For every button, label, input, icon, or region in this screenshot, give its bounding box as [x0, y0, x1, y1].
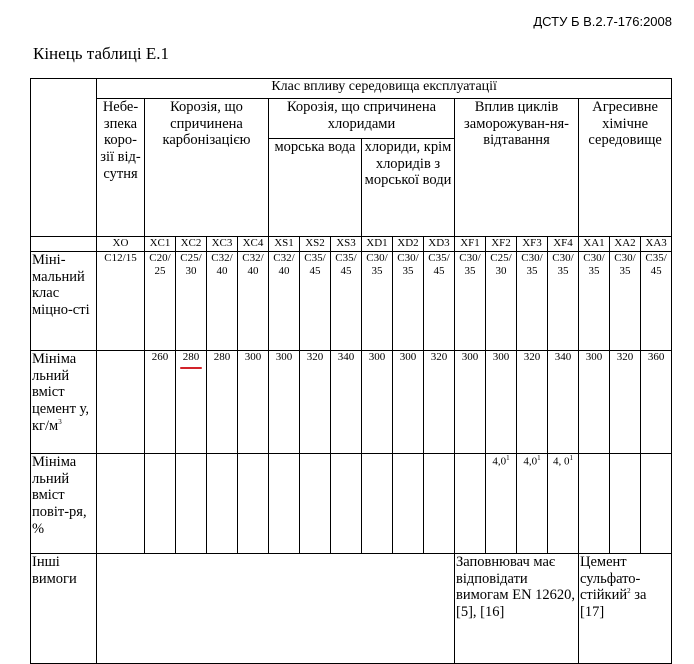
freeze-thaw-requirement: Заповнювач має відповідати вимогам EN 12620, [5], [16]: [455, 554, 579, 664]
class-code: XA3: [641, 237, 672, 252]
subgroup-sea-water: морська вода: [269, 139, 362, 237]
air-value: [548, 454, 579, 554]
air-value: [579, 454, 610, 554]
strength-value: C25/ 30: [486, 252, 517, 351]
footnote-mark: 2: [627, 587, 631, 596]
cement-value: 300: [269, 351, 300, 454]
cement-value: 300: [393, 351, 424, 454]
cement-value: 340: [331, 351, 362, 454]
air-value: [207, 454, 238, 554]
air-value: [331, 454, 362, 554]
footnote-mark: 1: [569, 454, 573, 462]
strength-value: C20/ 25: [145, 252, 176, 351]
strength-value: C35/ 45: [331, 252, 362, 351]
other-requirements-empty: [97, 554, 455, 664]
strength-value: C30/ 35: [579, 252, 610, 351]
class-code: XF1: [455, 237, 486, 252]
class-code: XC4: [238, 237, 269, 252]
air-value: [393, 454, 424, 554]
cement-value: 320: [424, 351, 455, 454]
cement-value: 300: [486, 351, 517, 454]
cement-value: [97, 351, 145, 454]
document-code: ДСТУ Б В.2.7-176:2008: [533, 14, 672, 29]
strength-value: C12/15: [97, 252, 145, 351]
class-code: XO: [97, 237, 145, 252]
class-code: XC1: [145, 237, 176, 252]
row-label-strength: Міні-мальний клас міцно-сті: [31, 252, 97, 351]
class-code: XD1: [362, 237, 393, 252]
air-value: [269, 454, 300, 554]
group-no-corrosion: Небе-зпека коро-зії від-сутня: [97, 99, 145, 237]
air-value: [517, 454, 548, 554]
strength-value: C30/ 35: [517, 252, 548, 351]
air-value: [610, 454, 641, 554]
class-code: XD3: [424, 237, 455, 252]
cement-value: 300: [238, 351, 269, 454]
strength-value: C35/ 45: [300, 252, 331, 351]
strength-value: C32/ 40: [269, 252, 300, 351]
strength-value: C30/ 35: [362, 252, 393, 351]
corner-cell: [31, 79, 97, 237]
class-code: XS3: [331, 237, 362, 252]
class-code: XF3: [517, 237, 548, 252]
strength-value: C35/ 45: [424, 252, 455, 351]
strength-value: C30/ 35: [548, 252, 579, 351]
row-label-other: Інші вимоги: [31, 554, 97, 664]
strength-value: C25/ 30: [176, 252, 207, 351]
cement-value: 320: [610, 351, 641, 454]
exposure-class-table: [30, 78, 672, 664]
subgroup-other-chlorides: хлориди, крім хлоридів з морської води: [362, 139, 455, 237]
class-code: XC2: [176, 237, 207, 252]
cement-value: 320: [300, 351, 331, 454]
cement-value: 340: [548, 351, 579, 454]
cement-value: 300: [362, 351, 393, 454]
class-code: XA1: [579, 237, 610, 252]
class-code: XD2: [393, 237, 424, 252]
table-caption: Кінець таблиці Е.1: [33, 44, 169, 63]
cement-label-sup: 3: [58, 417, 62, 426]
environment-class-title: Клас впливу середовища експлуатації: [97, 79, 672, 99]
air-value-text: 4, 0: [553, 455, 570, 468]
cement-value: 300: [579, 351, 610, 454]
strength-value: C30/ 35: [393, 252, 424, 351]
footnote-mark: 1: [506, 454, 510, 462]
cement-label-text: Мініма льний вміст цемент у, кг/м: [32, 351, 89, 434]
air-value: [455, 454, 486, 554]
air-value: [362, 454, 393, 554]
strength-value: C30/ 35: [455, 252, 486, 351]
cement-value: 360: [641, 351, 672, 454]
air-value: [300, 454, 331, 554]
strength-value: C32/ 40: [207, 252, 238, 351]
chemical-req-text: Цемент сульфато-стійкий: [580, 554, 641, 604]
highlighted-cement-value: 280: [182, 351, 200, 363]
chemical-requirement: [579, 554, 672, 664]
group-chlorides: Корозія, що спричинена хлоридами: [269, 99, 455, 139]
group-carbonation: Корозія, що спричинена карбонізацією: [145, 99, 269, 237]
air-value-text: 4,0: [523, 455, 538, 468]
air-value: [486, 454, 517, 554]
strength-value: C30/ 35: [610, 252, 641, 351]
air-value: [145, 454, 176, 554]
air-value: [97, 454, 145, 554]
chemical-req-ref: за [17]: [580, 587, 647, 621]
class-code: XA2: [610, 237, 641, 252]
cement-value: [176, 351, 207, 454]
air-value: [641, 454, 672, 554]
cement-value: 280: [207, 351, 238, 454]
row-label-cement: [31, 351, 97, 454]
class-code: XS2: [300, 237, 331, 252]
strength-value: C35/ 45: [641, 252, 672, 351]
group-freeze-thaw: Вплив циклів заморожуван-ня-відтавання: [455, 99, 579, 237]
class-code: XF4: [548, 237, 579, 252]
cement-value: 320: [517, 351, 548, 454]
strength-value: C32/ 40: [238, 252, 269, 351]
cement-value: 260: [145, 351, 176, 454]
class-code: XC3: [207, 237, 238, 252]
row-label-air: Мініма льний вміст повіт-ря, %: [31, 454, 97, 554]
cement-value: 300: [455, 351, 486, 454]
air-value: [176, 454, 207, 554]
air-value-text: 4,0: [492, 455, 507, 468]
code-label-empty: [31, 237, 97, 252]
class-code: XS1: [269, 237, 300, 252]
group-chemical: Агресивне хімічне середовище: [579, 99, 672, 237]
class-code: XF2: [486, 237, 517, 252]
air-value: [238, 454, 269, 554]
air-value: [424, 454, 455, 554]
footnote-mark: 1: [537, 454, 541, 462]
